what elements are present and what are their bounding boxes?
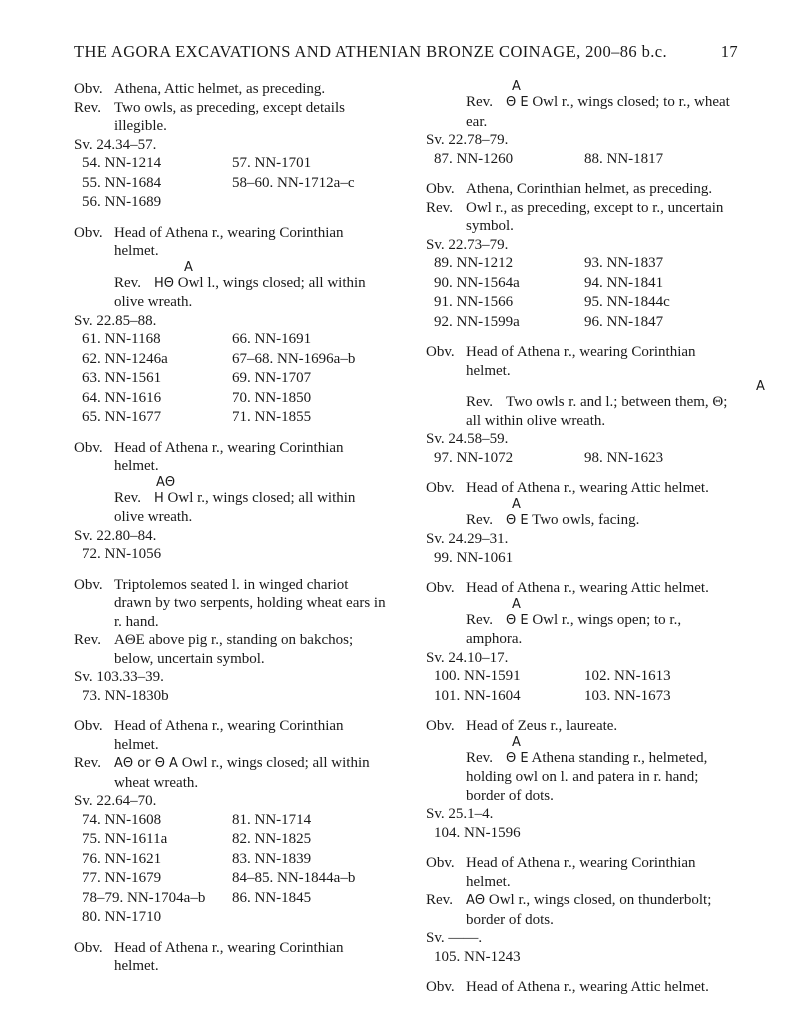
- coin-item: 55. NN-1684: [82, 174, 162, 191]
- reverse-line: A Rev. Θ E Owl r., wings closed; to r., wheat ear.: [426, 80, 738, 131]
- coin-item: 66. NN-1691: [232, 331, 312, 347]
- coin-item: 98. NN-1623: [584, 449, 664, 466]
- catalog-entry: [426, 80, 738, 168]
- coin-item: 103. NN-1673: [584, 687, 671, 704]
- coin-item: 102. NN-1613: [584, 668, 671, 684]
- coin-item: 100. NN-1591: [434, 668, 521, 684]
- svoronos-ref: Sv. 22.64–70.: [74, 793, 157, 809]
- monogram: Θ E: [506, 512, 529, 528]
- catalog-entry: [74, 717, 386, 927]
- monogram: Θ E: [506, 750, 529, 766]
- svoronos-ref: Sv. 22.80–84.: [74, 527, 157, 544]
- svoronos-ref: Sv. 22.73–79.: [426, 236, 509, 253]
- obverse-line: Obv. Head of Athena r., wearing Corinthian helmet.: [74, 718, 344, 753]
- reverse-line: Rev. AΘ Owl r., wings closed, on thunderbolt; border of dots.: [426, 892, 712, 928]
- coin-item: 76. NN-1621: [82, 850, 162, 867]
- catalog-entry: [426, 717, 738, 842]
- coin-item: 87. NN-1260: [434, 150, 514, 167]
- catalog-entry: [426, 479, 738, 567]
- catalog-entry: [74, 576, 386, 706]
- monogram-above: A: [756, 379, 765, 394]
- coin-item: 86. NN-1845: [232, 889, 312, 906]
- reverse-line: A Rev. HΘ Owl l., wings closed; all within olive wreath.: [74, 261, 386, 312]
- monogram-above: A: [512, 496, 521, 512]
- coin-list: [74, 330, 386, 427]
- coin-item: 75. NN-1611a: [82, 831, 168, 847]
- monogram-above: AΘ: [156, 474, 176, 490]
- coin-item: 82. NN-1825: [232, 831, 312, 847]
- coin-item: 62. NN-1246a: [82, 350, 168, 367]
- running-title: THE AGORA EXCAVATIONS AND ATHENIAN BRONZE COINAGE, 200–86 b.c.: [74, 42, 667, 61]
- reverse-line: Rev. AΘ or Θ A Owl r., wings closed; all within wheat wreath.: [74, 755, 370, 791]
- svoronos-ref: Sv. 24.58–59.: [426, 431, 509, 447]
- svoronos-ref: Sv. 22.78–79.: [426, 132, 509, 148]
- coin-item: 88. NN-1817: [584, 150, 664, 167]
- coin-item: 64. NN-1616: [82, 389, 162, 406]
- coin-item: [232, 908, 392, 927]
- coin-item: 90. NN-1564a: [434, 274, 520, 291]
- coin-item: 70. NN-1850: [232, 389, 312, 406]
- coin-item: 61. NN-1168: [82, 331, 161, 347]
- coin-item: 99. NN-1061: [434, 549, 514, 566]
- svoronos-ref: Sv. 25.1–4.: [426, 806, 494, 822]
- obverse-line: Obv. Head of Athena r., wearing Corinthian helmet.: [74, 939, 344, 974]
- coin-item: 91. NN-1566: [434, 294, 514, 310]
- coin-item: 72. NN-1056: [82, 546, 162, 562]
- obverse-line: Obv. Athena, Attic helmet, as preceding.: [74, 81, 326, 97]
- coin-item: 80. NN-1710: [82, 909, 162, 925]
- coin-item: 94. NN-1841: [584, 274, 664, 291]
- coin-item: 83. NN-1839: [232, 850, 312, 867]
- obverse-line: Obv. Head of Athena r., wearing Corinthian helmet.: [426, 855, 696, 890]
- monogram: AΘ or Θ A: [114, 756, 178, 771]
- catalog-entry: [74, 439, 386, 564]
- monogram: Θ E: [506, 612, 529, 628]
- catalog-entry: [426, 579, 738, 705]
- svoronos-ref: Sv. ——.: [426, 930, 483, 946]
- monogram-above: A: [512, 79, 521, 94]
- coin-item: 101. NN-1604: [434, 687, 521, 704]
- obverse-line: Obv. Head of Zeus r., laureate.: [426, 718, 618, 734]
- coin-item: 69. NN-1707: [232, 370, 312, 386]
- reverse-line: A Rev. Θ E Owl r., wings open; to r., amphora.: [426, 598, 738, 649]
- coin-item: 92. NN-1599a: [434, 313, 520, 330]
- svoronos-ref: Sv. 103.33–39.: [74, 669, 164, 685]
- reverse-line: A Rev. Θ E Athena standing r., helmeted, holding owl on l. and patera in r. hand; border of dots.: [426, 736, 738, 806]
- right-column: [426, 79, 765, 1009]
- coin-item: 81. NN-1714: [232, 811, 312, 828]
- coin-list: [426, 254, 738, 331]
- monogram: HΘ: [154, 275, 175, 291]
- coin-item: 95. NN-1844c: [584, 294, 670, 310]
- monogram: H: [154, 490, 164, 506]
- coin-item: 63. NN-1561: [82, 370, 162, 386]
- coin-item: 84–85. NN-1844a–b: [232, 870, 356, 886]
- reverse-line: Rev. AΘE above pig r., standing on bakchos; below, uncertain symbol.: [74, 632, 354, 667]
- svoronos-ref: Sv. 24.10–17.: [426, 649, 509, 666]
- obverse-line: Obv. Head of Athena r., wearing Attic helmet.: [426, 580, 709, 596]
- svoronos-ref: Sv. 22.85–88.: [74, 312, 157, 329]
- catalog-entry: [426, 343, 765, 467]
- obverse-line: Obv. Head of Athena r., wearing Corinthian helmet.: [74, 224, 344, 259]
- coin-item: 97. NN-1072: [434, 449, 514, 466]
- running-header: [74, 42, 738, 62]
- reverse-line: A Rev. Two owls r. and l.; between them, Θ; all within olive wreath.: [466, 379, 765, 429]
- page-number: 17: [720, 42, 738, 61]
- catalog-entry: [426, 854, 738, 966]
- obverse-line: Obv. Head of Athena r., wearing Corinthian helmet.: [426, 344, 696, 379]
- obverse-line: Obv. Head of Athena r., wearing Corinthian helmet.: [74, 439, 344, 474]
- coin-item: 105. NN-1243: [434, 948, 521, 965]
- reverse-line: AΘ Rev. H Owl r., wings closed; all within olive wreath.: [74, 476, 386, 527]
- coin-list: [426, 449, 738, 468]
- coin-list: [426, 150, 738, 169]
- coin-item: 67–68. NN-1696a–b: [232, 350, 356, 367]
- coin-item: [232, 193, 392, 212]
- monogram-above: A: [512, 596, 521, 612]
- obverse-line: Obv. Head of Athena r., wearing Attic helmet.: [426, 480, 709, 496]
- catalog-entry: [74, 939, 386, 976]
- coin-item: 71. NN-1855: [232, 409, 312, 425]
- catalog-entry: [74, 80, 386, 212]
- coin-list: [426, 667, 738, 705]
- reverse-line: Rev. Owl r., as preceding, except to r., uncertain symbol.: [426, 199, 724, 234]
- coin-item: 77. NN-1679: [82, 870, 162, 886]
- coin-list: [74, 154, 386, 212]
- monogram: Θ E: [506, 95, 529, 110]
- left-column: [74, 80, 386, 988]
- coin-item: 104. NN-1596: [434, 824, 521, 841]
- coin-item: 57. NN-1701: [232, 155, 312, 171]
- coin-item: 65. NN-1677: [82, 409, 162, 425]
- obverse-line: Obv. Athena, Corinthian helmet, as preceding.: [426, 181, 713, 197]
- reverse-line: A Rev. Θ E Two owls, facing.: [426, 498, 738, 531]
- obverse-line: Obv. Triptolemos seated l. in winged chariot drawn by two serpents, holding wheat ears in r. hand.: [74, 576, 386, 630]
- coin-item: 54. NN-1214: [82, 155, 162, 171]
- coin-item: 74. NN-1608: [82, 811, 162, 828]
- catalog-entry: [426, 180, 738, 331]
- catalog-entry: [74, 224, 386, 427]
- coin-item: 96. NN-1847: [584, 313, 664, 330]
- obverse-line: Obv. Head of Athena r., wearing Attic helmet.: [426, 979, 709, 995]
- coin-item: 78–79. NN-1704a–b: [82, 889, 206, 906]
- coin-item: 73. NN-1830b: [82, 687, 169, 704]
- reverse-line: Rev. Two owls, as preceding, except details illegible.: [74, 99, 345, 134]
- catalog-entry: [426, 978, 738, 997]
- svoronos-ref: Sv. 24.34–57.: [74, 136, 157, 153]
- coin-item: 58–60. NN-1712a–c: [232, 174, 355, 191]
- monogram: AΘ: [466, 893, 486, 908]
- coin-item: 93. NN-1837: [584, 255, 664, 271]
- svoronos-ref: Sv. 24.29–31.: [426, 531, 509, 547]
- coin-item: 89. NN-1212: [434, 255, 514, 271]
- monogram-above: A: [512, 734, 521, 750]
- monogram-above: A: [184, 259, 193, 275]
- coin-list: [74, 811, 386, 927]
- coin-item: 56. NN-1689: [82, 194, 162, 210]
